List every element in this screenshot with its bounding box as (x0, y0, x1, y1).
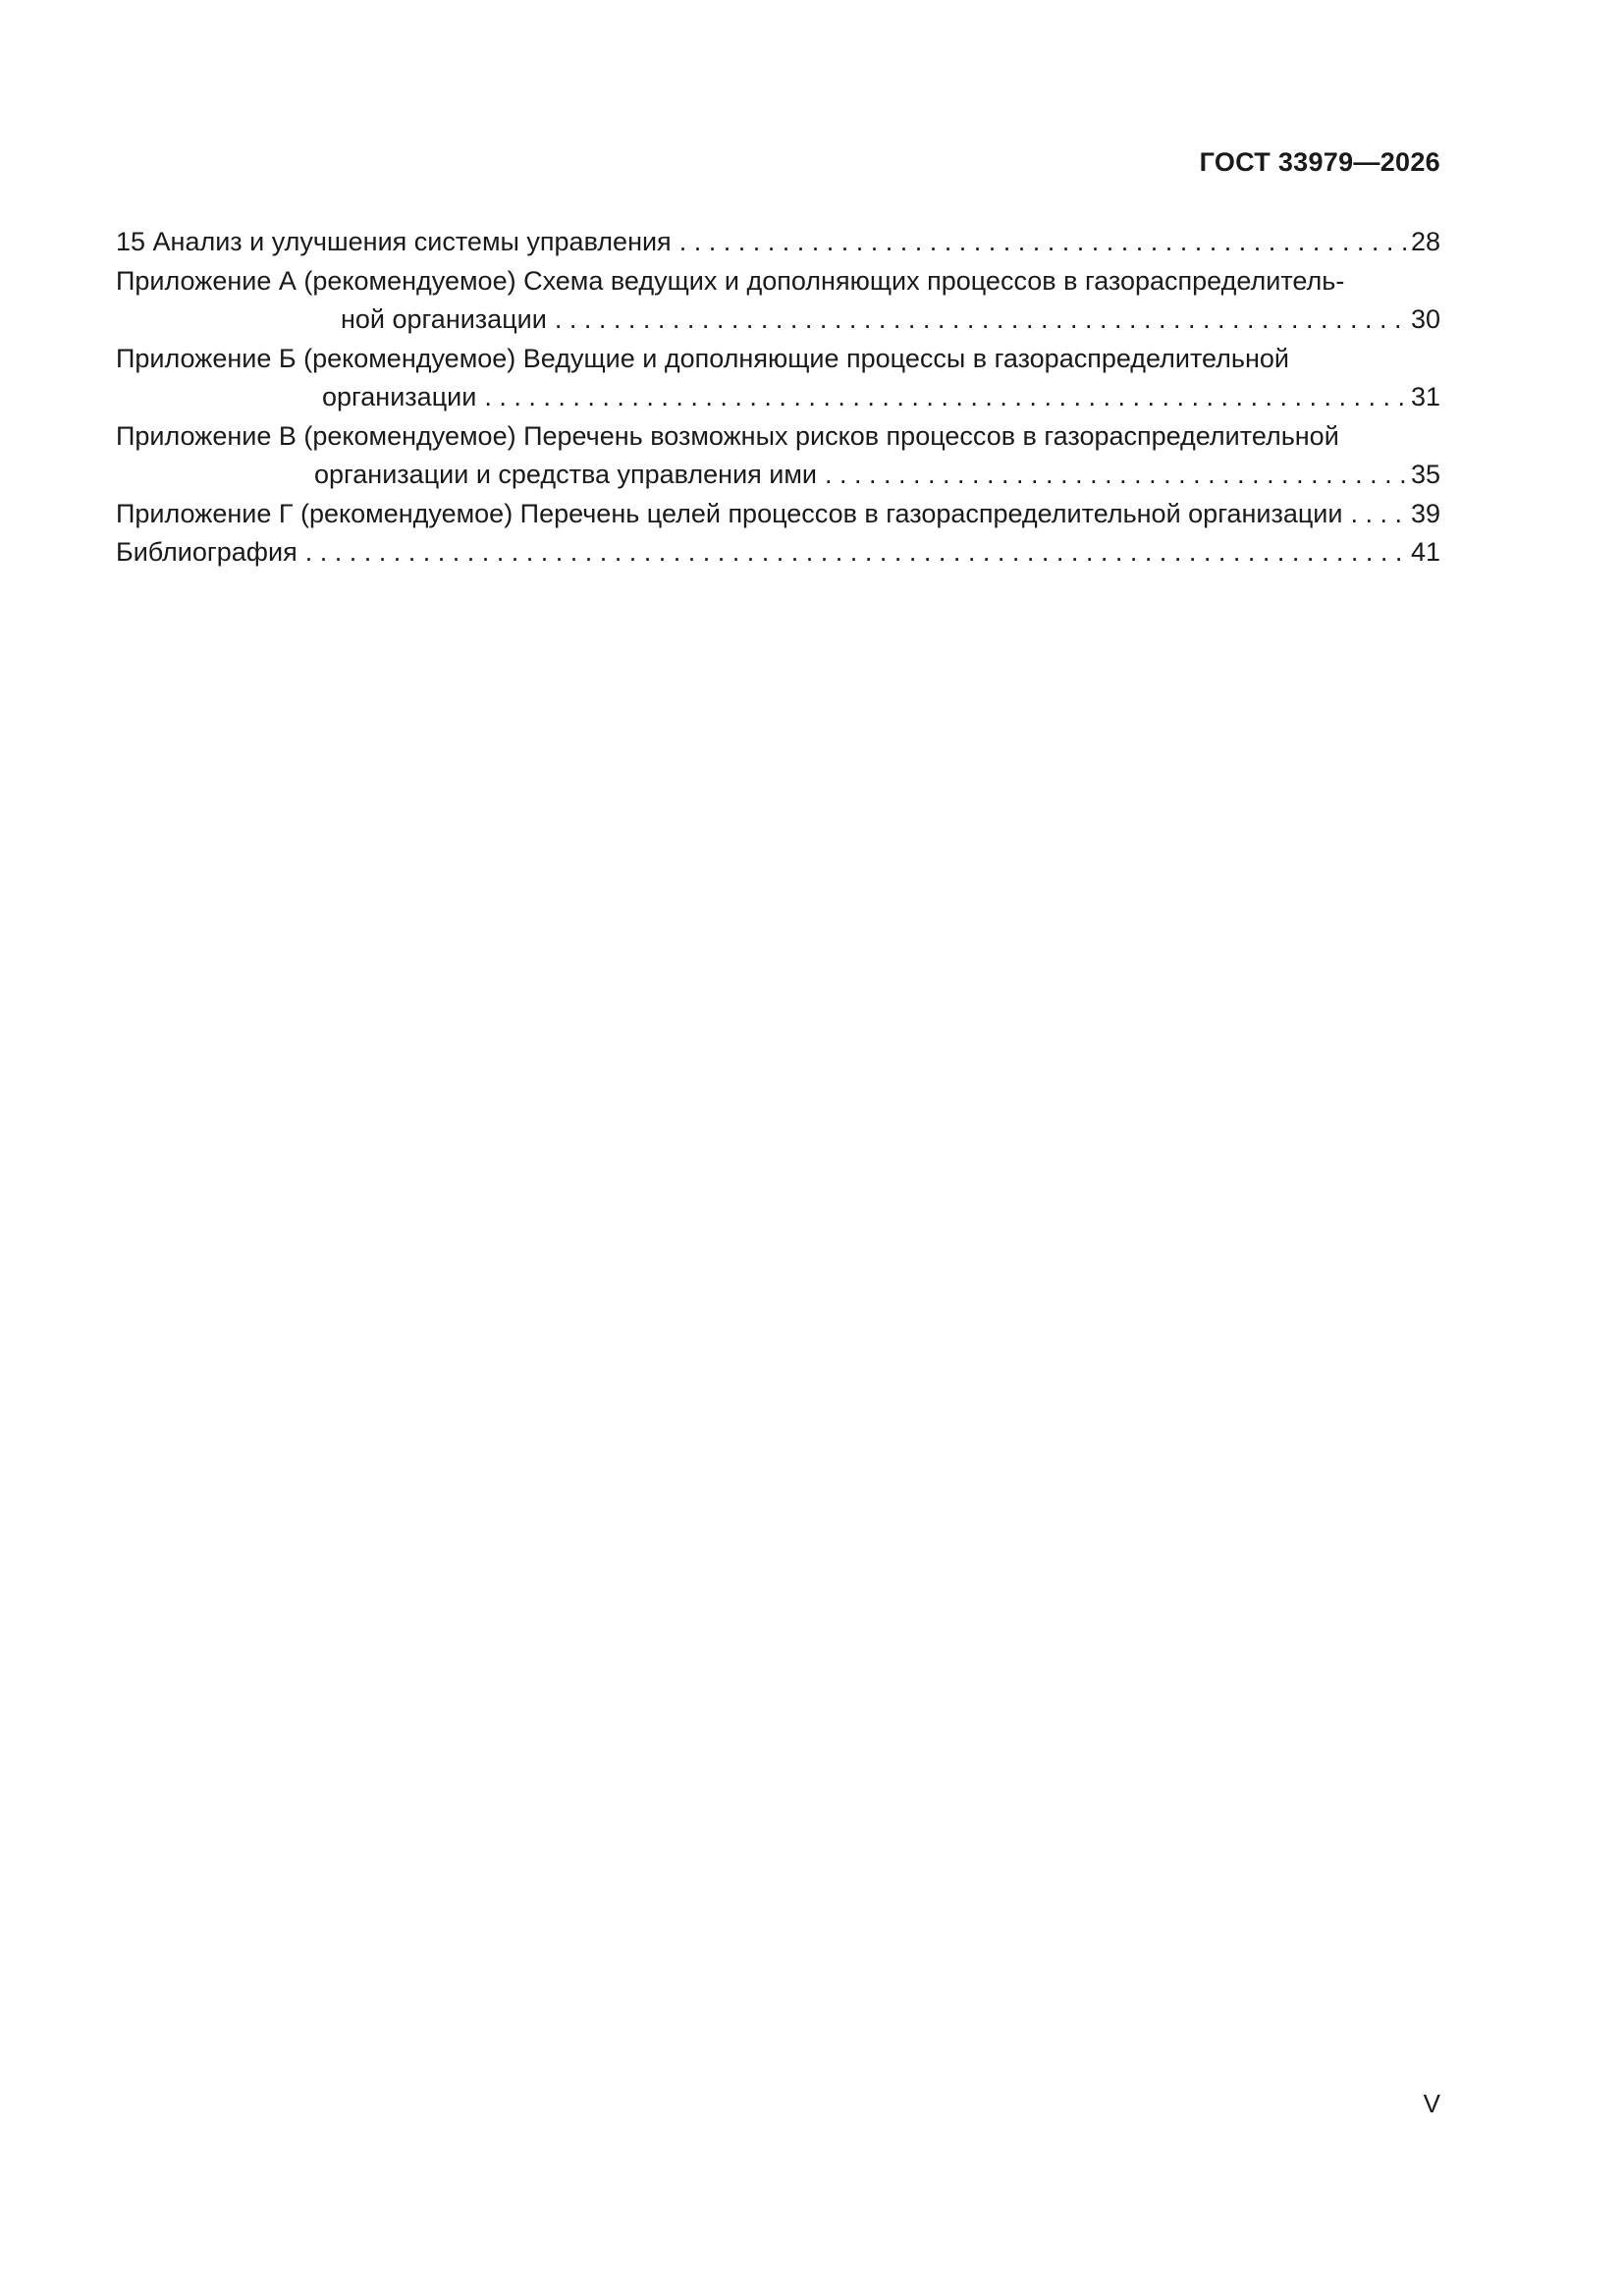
dot-leader (305, 533, 1407, 573)
toc-entry-title: Приложение Г (рекомендуемое) Перечень целей процессов в газораспределительной организации (116, 498, 1343, 528)
toc-page-number: 28 (1410, 227, 1440, 256)
toc-entry-title-continued: организации и средства управления ими (314, 460, 818, 489)
toc-page-number: 30 (1410, 304, 1440, 334)
toc-entry-appendix-v[interactable] (116, 417, 1440, 495)
dot-leader (555, 301, 1407, 340)
toc-entry-title: 15 Анализ и улучшения системы управления (116, 227, 672, 256)
toc-page-number: 31 (1410, 382, 1440, 411)
toc-entry-title: Приложение В (рекомендуемое) Перечень возможных рисков процессов в газораспределительной (116, 420, 1339, 451)
toc-entry-title: Библиография (116, 537, 298, 567)
toc-entry-appendix-g[interactable] (116, 495, 1440, 534)
toc-entry-appendix-a[interactable] (116, 262, 1440, 340)
dot-leader (679, 223, 1407, 262)
dot-leader (825, 456, 1407, 495)
dot-leader (1350, 495, 1406, 534)
table-of-contents (116, 223, 1440, 573)
toc-entry-title: Приложение Б (рекомендуемое) Ведущие и дополняющие процессы в газораспределительной (116, 343, 1289, 373)
dot-leader (484, 378, 1407, 417)
toc-entry-title-continued: организации (322, 382, 477, 411)
page-number: V (1423, 2089, 1440, 2118)
toc-entry-bibliography[interactable] (116, 533, 1440, 573)
toc-page-number: 39 (1410, 498, 1440, 528)
toc-entry-title-continued: ной организации (341, 304, 547, 334)
toc-entry-appendix-b[interactable] (116, 340, 1440, 417)
document-standard-number: ГОСТ 33979—2026 (1199, 147, 1440, 177)
toc-entry-title: Приложение А (рекомендуемое) Схема ведущих и дополняющих процессов в газораспределитель- (116, 265, 1345, 296)
toc-page-number: 35 (1410, 460, 1440, 489)
toc-page-number: 41 (1410, 537, 1440, 567)
toc-entry-section-15[interactable] (116, 223, 1440, 262)
